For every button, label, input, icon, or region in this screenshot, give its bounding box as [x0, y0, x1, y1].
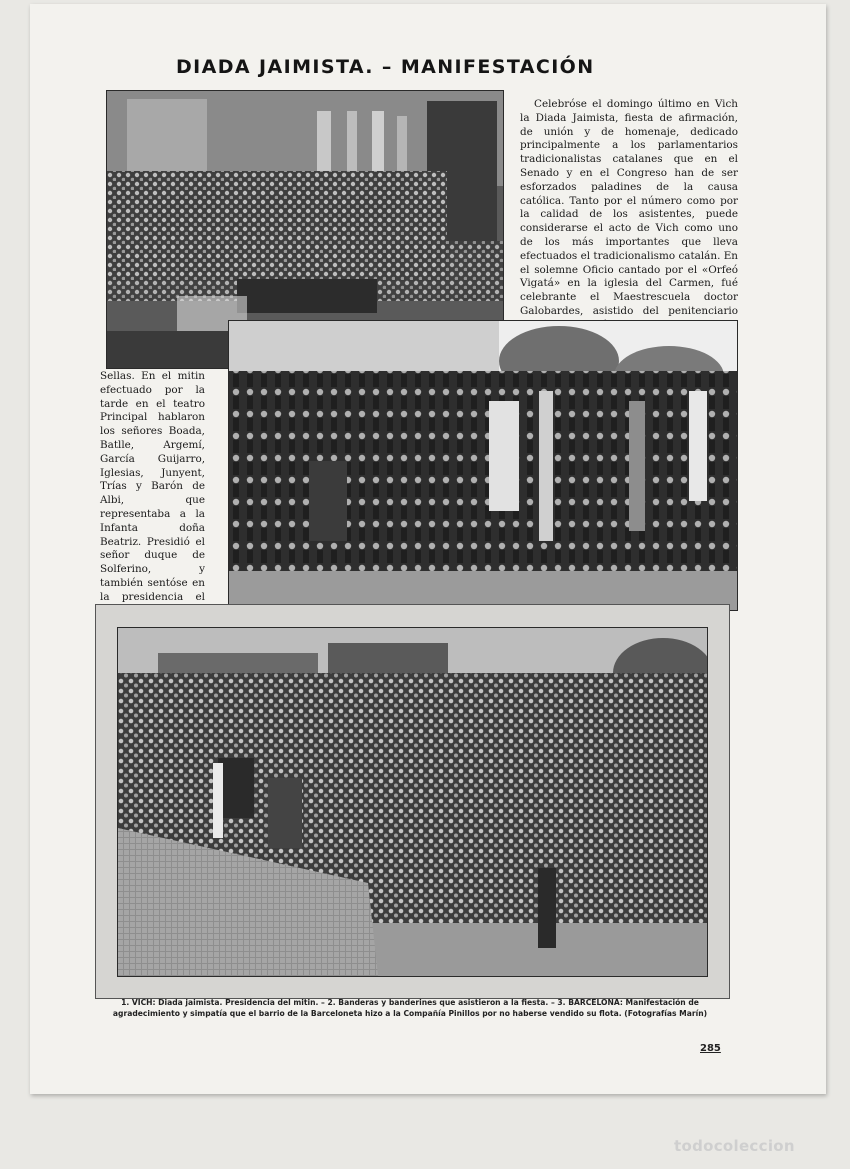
photo-caption: 1. VICH: Diada jaimista. Presidencia del mitin. – 2. Banderas y banderines que asistieron a la fiesta. – 3. BARCELONA: Manifestación de agradecimiento y simpatía que el barrio de la Barceloneta hizo a la Compañía Pinillos por no haberse vendido su flota. (Fotografías Marín): [112, 998, 708, 1018]
article-paragraph-1: [520, 98, 738, 333]
paragraph-text: Celebróse el domingo último en Vich la Diada Jaimista, fiesta de afirmación, de unión y de homenaje, dedicado principalmente a los parlamentarios tradicionalistas catalanes que en el Senado y en el Congreso han de ser esforzados paladines de la causa católica. Tanto por el número como por la calidad de los asistentes, puede considerarse el acto de Vich como uno de los más importantes que lleva efectuados el tradicionalismo catalán. En el solemne Oficio cantado por el «Orfeó Vigatá» en la iglesia del Carmen, fué celebrante el Maestrescuela doctor Galobardes, asistido del penitenciario: [520, 98, 738, 317]
paragraph-text: Sellas. En el mitin efectuado por la tarde en el teatro Principal hablaron los señores Boada, Batlle, Argemí, García Guijarro, Iglesias, Junyent, Trías y Barón de Albi, que representaba a la Infanta doña Beatriz. Presidió el señor duque de Solferino, y también sentóse en la presidencia el: [100, 370, 205, 603]
page-number: 285: [700, 1043, 721, 1054]
photo-banners: [228, 320, 738, 611]
article-title: DIADA JAIMISTA. – MANIFESTACIÓN: [176, 56, 595, 78]
watermark: todocoleccion: [674, 1137, 795, 1155]
article-paragraph-2: [100, 370, 205, 632]
photo-barceloneta-demonstration: [117, 627, 708, 977]
